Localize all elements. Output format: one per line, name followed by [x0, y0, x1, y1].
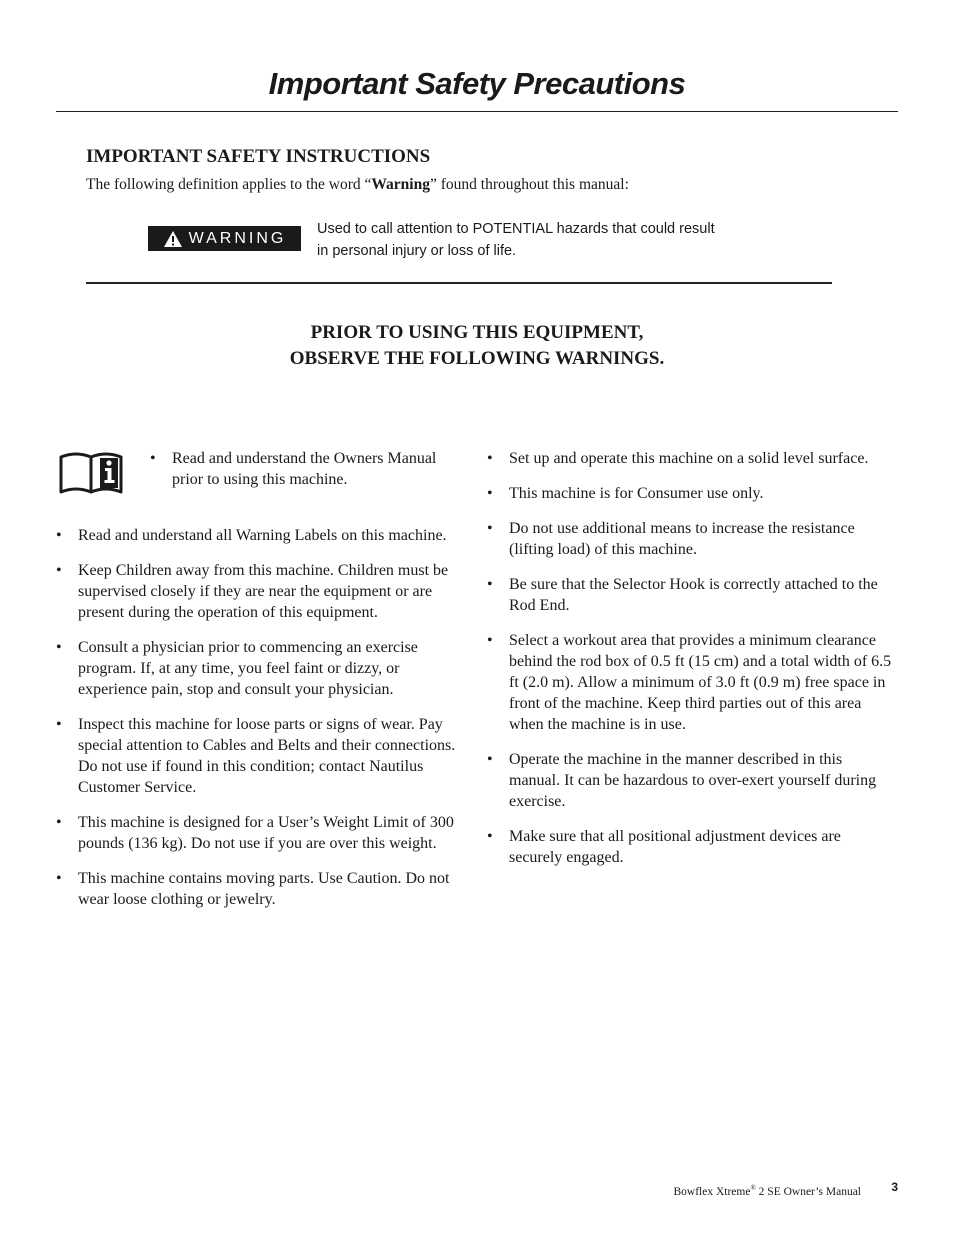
- intro-text-before: The following definition applies to the word “: [86, 176, 372, 193]
- list-item: • Be sure that the Selector Hook is correctly attached to the Rod End.: [487, 574, 897, 616]
- list-item: • Keep Children away from this machine. Children must be supervised closely if they are near the equipment or are present during the operation of this equipment.: [56, 560, 471, 623]
- section-divider: [86, 282, 832, 284]
- list-item: • Read and understand all Warning Labels on this machine.: [56, 525, 471, 546]
- list-item: • Do not use additional means to increase the resistance (lifting load) of this machine.: [487, 518, 897, 560]
- list-item: • This machine contains moving parts. Use Caution. Do not wear loose clothing or jewelry.: [56, 868, 471, 910]
- warning-description-line: Used to call attention to POTENTIAL hazards that could result: [317, 221, 715, 237]
- prior-warnings-heading: [0, 320, 954, 372]
- left-warning-list: [56, 525, 471, 924]
- list-item: • Read and understand the Owners Manual prior to using this machine.: [150, 448, 450, 490]
- footer-manual-name: [674, 1181, 862, 1199]
- warning-description-line: in personal injury or loss of life.: [317, 243, 517, 259]
- list-item: • Consult a physician prior to commencing an exercise program. If, at any time, you feel faint or dizzy, or experience pain, stop and consult your physician.: [56, 637, 471, 700]
- intro-text-after: ” found throughout this manual:: [429, 176, 629, 193]
- title-rule: [56, 111, 898, 112]
- list-item: • This machine is designed for a User’s Weight Limit of 300 pounds (136 kg). Do not use if you are over this weight.: [56, 812, 471, 854]
- list-item: • This machine is for Consumer use only.: [487, 483, 897, 504]
- footer-product-suffix: 2 SE Owner’s Manual: [755, 1185, 861, 1198]
- prior-heading-line: PRIOR TO USING THIS EQUIPMENT,: [310, 322, 644, 343]
- warning-badge: [148, 226, 301, 251]
- warning-definition-intro: [86, 175, 629, 195]
- footer-product-name: Bowflex Xtreme: [673, 1185, 751, 1198]
- prior-heading-line: OBSERVE THE FOLLOWING WARNINGS.: [289, 348, 665, 369]
- registered-mark: ®: [750, 1184, 756, 1192]
- list-item: • Make sure that all positional adjustment devices are securely engaged.: [487, 826, 897, 868]
- warning-badge-label: WARNING: [188, 229, 287, 247]
- page-number: 3: [891, 1180, 898, 1194]
- page-title: Important Safety Precautions: [268, 66, 686, 101]
- safety-instructions-heading: IMPORTANT SAFETY INSTRUCTIONS: [86, 146, 431, 167]
- list-item: • Inspect this machine for loose parts or signs of wear. Pay special attention to Cables and Belts and their connections. Do not use if found in this condition; contact Nautilus Customer Service.: [56, 714, 471, 798]
- list-item: • Set up and operate this machine on a solid level surface.: [487, 448, 897, 469]
- right-warning-list: [487, 448, 897, 882]
- manual-bullet-list: [150, 448, 450, 504]
- intro-warning-word: Warning: [371, 176, 430, 193]
- warning-triangle-icon: [163, 230, 183, 248]
- warning-description: [317, 218, 767, 262]
- list-item: • Operate the machine in the manner described in this manual. It can be hazardous to over-exert yourself during exercise.: [487, 749, 897, 812]
- list-item: • Select a workout area that provides a minimum clearance behind the rod box of 0.5 ft (15 cm) and a total width of 6.5 ft (2.0 m). Allow a minimum of 3.0 ft (0.9 m) free space in front of the machine. Keep third parties out of this area when the machine is in use.: [487, 630, 897, 735]
- manual-info-book-icon: [57, 450, 125, 494]
